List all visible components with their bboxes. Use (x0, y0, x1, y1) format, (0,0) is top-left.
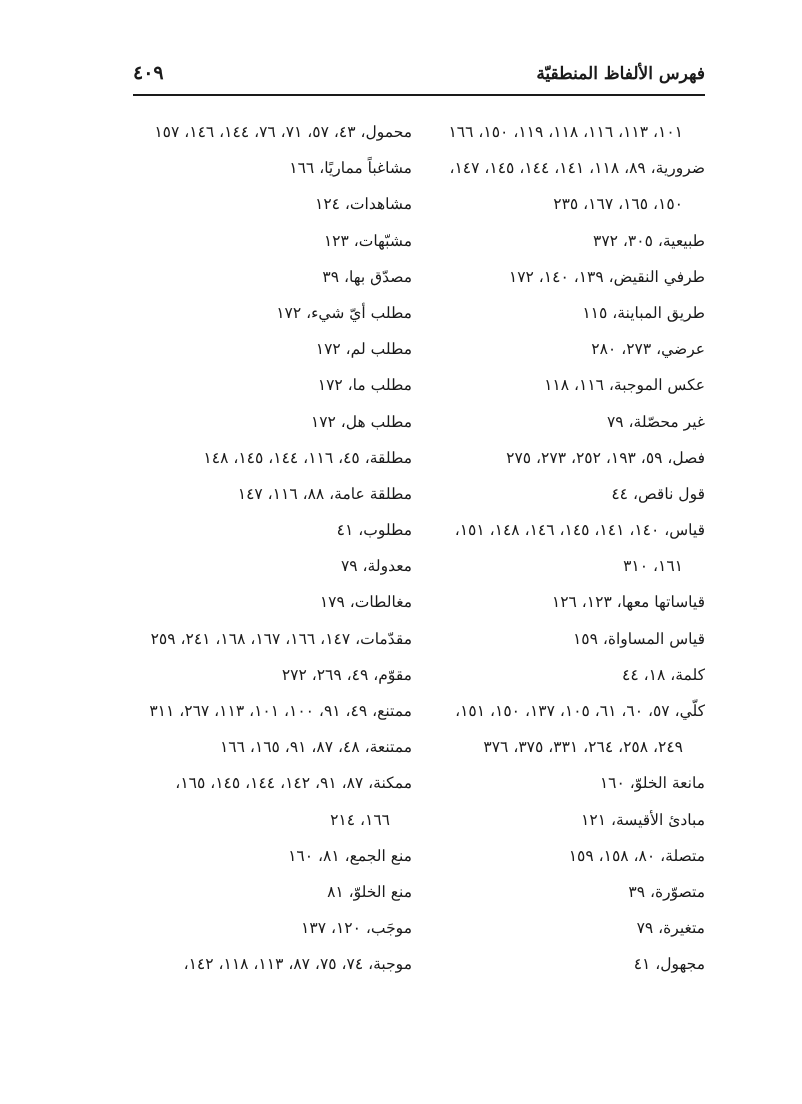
index-entry: عرضي، ٢٧٣، ٢٨٠ (591, 340, 705, 359)
index-entry: مجهول، ٤١ (633, 955, 705, 974)
index-entry: منع الخلوّ، ٨١ (327, 882, 412, 901)
index-entry: طريق المباينة، ١١٥ (582, 303, 705, 322)
index-entry: ١٥٠، ١٦٥، ١٦٧، ٢٣٥ (553, 195, 683, 214)
index-entry: مقدّمات، ١٤٧، ١٦٦، ١٦٧، ١٦٨، ٢٤١، ٢٥٩ (150, 629, 412, 648)
index-entry: مطلب لم، ١٧٢ (315, 340, 412, 359)
index-entry: قياساتها معها، ١٢٣، ١٢٦ (551, 593, 705, 612)
index-entry: مصدّق بها، ٣٩ (322, 267, 412, 286)
index-entry: مشبّهات، ١٢٣ (323, 231, 412, 250)
index-entry: ممتنع، ٤٩، ٩١، ١٠٠، ١٠١، ١١٣، ٢٦٧، ٣١١ (149, 702, 412, 720)
index-entry: موجَب، ١٢٠، ١٣٧ (301, 919, 412, 938)
index-entry: طرفي النقيض، ١٣٩، ١٤٠، ١٧٢ (508, 267, 705, 286)
index-entry: ١٠١، ١١٣، ١١٦، ١١٨، ١١٩، ١٥٠، ١٦٦ (448, 123, 683, 141)
index-entry: مقوّم، ٤٩، ٢٦٩، ٢٧٢ (281, 665, 412, 684)
index-entry: ٢٤٩، ٢٥٨، ٢٦٤، ٣٣١، ٣٧٥، ٣٧٦ (483, 738, 683, 757)
index-entry: ممتنعة، ٤٨، ٨٧، ٩١، ١٦٥، ١٦٦ (219, 738, 412, 757)
index-entry: قول ناقص، ٤٤ (611, 484, 705, 503)
index-entry: مطلب هل، ١٧٢ (310, 412, 412, 431)
index-entry: غير محصّلة، ٧٩ (606, 412, 705, 431)
index-entry: معدولة، ٧٩ (340, 557, 412, 576)
index-entry: مطلب ما، ١٧٢ (317, 376, 412, 395)
index-entry: مانعة الخلوّ، ١٦٠ (599, 774, 705, 793)
index-entry: كلّي، ٥٧، ٦٠، ٦١، ١٠٥، ١٣٧، ١٥٠، ١٥١، (455, 702, 705, 720)
index-entry: محمول، ٤٣، ٥٧، ٧١، ٧٦، ١٤٤، ١٤٦، ١٥٧ (154, 123, 412, 141)
index-entry: متصوّرة، ٣٩ (628, 882, 705, 901)
index-entry: كلمة، ١٨، ٤٤ (622, 665, 705, 684)
index-entry: مطلقة، ٤٥، ١١٦، ١٤٤، ١٤٥، ١٤٨ (203, 448, 412, 467)
index-entry: ضرورية، ٨٩، ١١٨، ١٤١، ١٤٤، ١٤٥، ١٤٧، (449, 159, 705, 178)
index-entry: ١٦١، ٣١٠ (623, 557, 683, 576)
header-rule (133, 94, 705, 96)
index-entry: طبيعية، ٣٠٥، ٣٧٢ (593, 231, 705, 250)
index-entry: مغالطات، ١٧٩ (319, 593, 412, 612)
index-entry: فصل، ٥٩، ١٩٣، ٢٥٢، ٢٧٣، ٢٧٥ (506, 448, 705, 467)
index-entry: مشاهدات، ١٢٤ (315, 195, 412, 214)
index-entry: متصلة، ٨٠، ١٥٨، ١٥٩ (568, 846, 705, 865)
index-entry: مبادئ الأقيسة، ١٢١ (581, 810, 705, 829)
index-entry: ممكنة، ٨٧، ٩١، ١٤٢، ١٤٤، ١٤٥، ١٦٥، (175, 774, 412, 793)
index-entry: ١٦٦، ٢١٤ (330, 810, 390, 829)
page-header (133, 58, 705, 92)
index-entry: موجبة، ٧٤، ٧٥، ٨٧، ١١٣، ١١٨، ١٤٢، (183, 955, 412, 974)
index-entry: قياس المساواة، ١٥٩ (572, 629, 705, 648)
index-entry: منع الجمع، ٨١، ١٦٠ (288, 846, 412, 865)
index-column-left (140, 114, 412, 983)
index-entry: قياس، ١٤٠، ١٤١، ١٤٥، ١٤٦، ١٤٨، ١٥١، (454, 521, 705, 540)
index-entry: مطلوب، ٤١ (336, 521, 412, 540)
index-entry: مشاغباً مماريًا، ١٦٦ (289, 159, 412, 178)
index-entry: مطلب أيّ شيء، ١٧٢ (276, 303, 412, 322)
index-entry: متغيرة، ٧٩ (636, 919, 705, 938)
index-column-right (433, 114, 705, 983)
index-entry: عكس الموجبة، ١١٦، ١١٨ (544, 376, 705, 395)
running-title: فهرس الألفاظ المنطقيّة (536, 64, 705, 84)
page-number: ٤٠٩ (133, 62, 164, 84)
index-entry: مطلقة عامة، ٨٨، ١١٦، ١٤٧ (237, 484, 412, 503)
